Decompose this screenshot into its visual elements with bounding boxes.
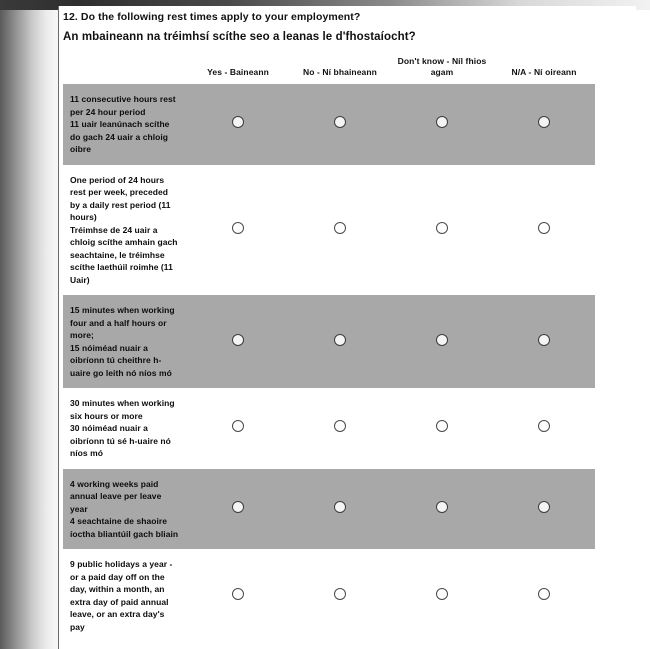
table-row <box>63 469 595 550</box>
row-label-irish: 4 seachtaine de shaoire íoctha bliantúil gach bliain <box>70 516 179 539</box>
table-row <box>63 295 595 388</box>
radio-button-yes[interactable] <box>232 588 244 600</box>
radio-button-no[interactable] <box>334 501 346 513</box>
radio-button-dontknow[interactable] <box>436 334 448 346</box>
row-label-english: 9 public holidays a year - or a paid day off on the day, within a month, an extra day of paid annual leave, or an extra day's pay <box>70 559 173 632</box>
question-text-irish: An mbaineann na tréimhsí scíthe seo a leanas le d'fhostaíocht? <box>63 31 416 43</box>
table-row <box>63 84 595 165</box>
row-label-english: 15 minutes when working four and a half hours or more; <box>70 305 175 340</box>
radio-button-dontknow[interactable] <box>436 588 448 600</box>
row-label-11-consecutive-hours <box>63 84 187 165</box>
row-label-24-hours-weekly-rest <box>63 165 187 296</box>
radio-button-yes[interactable] <box>232 222 244 234</box>
radio-button-no[interactable] <box>334 420 346 432</box>
scan-left-shadow <box>0 0 58 649</box>
radio-button-no[interactable] <box>334 588 346 600</box>
row-label-english: 11 consecutive hours rest per 24 hour period <box>70 94 176 117</box>
radio-button-no[interactable] <box>334 222 346 234</box>
radio-cell-dontknow[interactable] <box>391 165 493 296</box>
radio-cell-yes[interactable] <box>187 84 289 165</box>
table-row <box>63 549 595 642</box>
row-label-irish: 30 nóiméad nuair a oibríonn tú sé h-uaire nó níos mó <box>70 423 171 458</box>
radio-cell-na[interactable] <box>493 84 595 165</box>
radio-button-yes[interactable] <box>232 501 244 513</box>
column-header-dontknow-line2: agam <box>430 67 454 77</box>
radio-cell-na[interactable] <box>493 469 595 550</box>
row-label-30-minutes-break <box>63 388 187 469</box>
radio-cell-dontknow[interactable] <box>391 84 493 165</box>
radio-button-na[interactable] <box>538 222 550 234</box>
radio-cell-no[interactable] <box>289 549 391 642</box>
radio-button-dontknow[interactable] <box>436 116 448 128</box>
row-label-irish: 15 nóiméad nuair a oibríonn tú cheithre h-uaire go leith nó níos mó <box>70 342 172 378</box>
radio-cell-yes[interactable] <box>187 295 289 388</box>
radio-cell-dontknow[interactable] <box>391 295 493 388</box>
radio-button-na[interactable] <box>538 501 550 513</box>
radio-button-dontknow[interactable] <box>436 222 448 234</box>
radio-button-yes[interactable] <box>232 116 244 128</box>
radio-button-yes[interactable] <box>232 420 244 432</box>
column-header-no: No - Ní bhaineann <box>303 67 377 77</box>
radio-cell-na[interactable] <box>493 549 595 642</box>
column-header-dontknow-line1: Don't know - Níl fhios <box>397 56 487 66</box>
radio-cell-dontknow[interactable] <box>391 469 493 550</box>
radio-button-no[interactable] <box>334 116 346 128</box>
radio-cell-no[interactable] <box>289 295 391 388</box>
table-row <box>63 388 595 469</box>
row-label-4-weeks-annual-leave <box>63 469 187 550</box>
row-label-15-minutes-break <box>63 295 187 388</box>
radio-button-na[interactable] <box>538 116 550 128</box>
column-header-yes: Yes - Baineann <box>207 67 269 77</box>
matrix-header-spacer <box>63 55 187 84</box>
radio-cell-no[interactable] <box>289 165 391 296</box>
form-sheet <box>58 6 636 649</box>
row-label-9-public-holidays <box>63 549 187 642</box>
question-text-english: 12. Do the following rest times apply to your employment? <box>63 11 361 23</box>
radio-cell-no[interactable] <box>289 469 391 550</box>
radio-cell-yes[interactable] <box>187 388 289 469</box>
column-header-na: N/A - Ní oireann <box>511 67 577 77</box>
radio-cell-na[interactable] <box>493 165 595 296</box>
row-label-english: 30 minutes when working six hours or more <box>70 398 175 421</box>
radio-button-dontknow[interactable] <box>436 501 448 513</box>
rest-times-matrix <box>63 55 595 642</box>
radio-button-na[interactable] <box>538 420 550 432</box>
radio-cell-yes[interactable] <box>187 469 289 550</box>
radio-cell-dontknow[interactable] <box>391 549 493 642</box>
radio-cell-no[interactable] <box>289 84 391 165</box>
matrix-header-row <box>63 55 595 84</box>
radio-button-yes[interactable] <box>232 334 244 346</box>
radio-cell-no[interactable] <box>289 388 391 469</box>
radio-button-na[interactable] <box>538 588 550 600</box>
row-label-english: 4 working weeks paid annual leave per leave year <box>70 478 162 514</box>
radio-cell-dontknow[interactable] <box>391 388 493 469</box>
radio-button-dontknow[interactable] <box>436 420 448 432</box>
radio-cell-yes[interactable] <box>187 165 289 296</box>
row-label-irish: Tréimhse de 24 uair a chloig scíthe amhain gach seachtaine, le tréimhse scíthe laethúil roimhe (11 Uair) <box>70 224 178 285</box>
radio-cell-na[interactable] <box>493 388 595 469</box>
question-header <box>59 6 636 45</box>
table-row <box>63 165 595 296</box>
radio-button-na[interactable] <box>538 334 550 346</box>
row-label-english: One period of 24 hours rest per week, preceded by a daily rest period (11 hours) <box>70 174 171 222</box>
radio-cell-yes[interactable] <box>187 549 289 642</box>
row-label-irish: 11 uair leanúnach scíthe do gach 24 uair a chloig oibre <box>70 119 170 154</box>
column-header-dontknow <box>391 55 493 84</box>
radio-button-no[interactable] <box>334 334 346 346</box>
radio-cell-na[interactable] <box>493 295 595 388</box>
